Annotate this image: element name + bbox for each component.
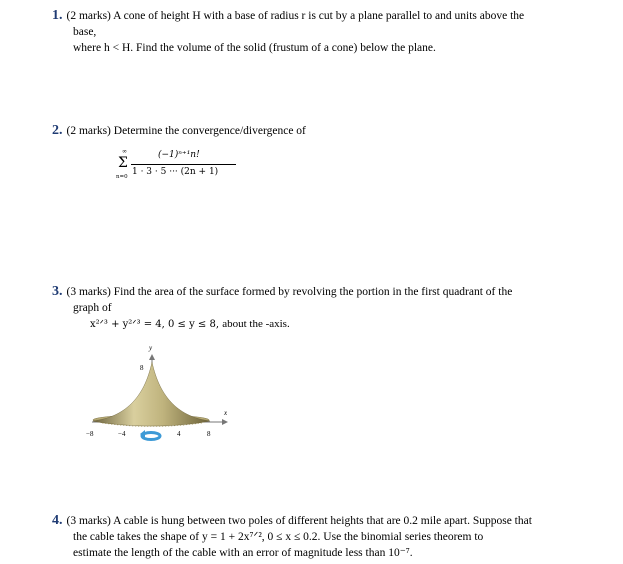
x-tick-4: 4 (177, 430, 181, 438)
astroid-equation (90, 318, 290, 330)
question-2-number: 2. (52, 123, 63, 138)
series-numerator: (−1)ⁿ⁺¹n! (158, 150, 200, 160)
rotation-arrow-icon (140, 430, 160, 440)
question-4-line-2: the cable takes the shape of y = 1 + 2x⁷ᐟ², 0 ≤ x ≤ 0.2. Use the binomial series theorem to (73, 531, 484, 543)
y-tick-8: 8 (140, 364, 144, 372)
fraction-bar (131, 164, 236, 165)
series-denominator: 1 · 3 · 5 ··· (2n + 1) (132, 167, 219, 177)
sum-upper-limit: ∞ (122, 148, 127, 155)
y-axis-arrow-icon (149, 354, 155, 360)
question-3-line-1: (3 marks) Find the area of the surface formed by revolving the portion in the first quadrant of the (66, 286, 513, 298)
question-3-number: 3. (52, 284, 63, 299)
question-2 (52, 123, 607, 139)
series-formula (118, 148, 248, 188)
astroid-equation-text: x²ᐟ³ + y²ᐟ³ = 4, 0 ≤ y ≤ 8, (90, 319, 220, 330)
question-3-line-2: graph of (73, 302, 112, 314)
y-axis-label: y (149, 344, 153, 352)
question-1-number: 1. (52, 8, 63, 23)
x-axis-label: x (224, 409, 228, 417)
surface-of-revolution-figure (84, 344, 234, 456)
question-4-line-1: (3 marks) A cable is hung between two poles of different heights that are 0.2 mile apart. Suppose that (66, 515, 532, 527)
question-1-line-2: base, (73, 26, 97, 38)
question-1-line-1: (2 marks) A cone of height H with a base of radius r is cut by a plane parallel to and units above the (66, 10, 525, 22)
question-1-line-3: where h < H. Find the volume of the solid (frustum of a cone) below the plane. (73, 42, 436, 54)
sum-lower-limit: n=0 (116, 174, 128, 180)
sigma-symbol: Σ (118, 155, 128, 171)
astroid-equation-suffix: about the -axis. (222, 318, 290, 330)
x-tick-neg-4: −4 (118, 430, 126, 438)
x-tick-neg-8: −8 (86, 430, 94, 438)
question-2-text: (2 marks) Determine the convergence/divergence of (66, 125, 306, 137)
question-4-line-3: estimate the length of the cable with an error of magnitude less than 10⁻⁷. (73, 547, 413, 559)
question-4 (52, 513, 607, 561)
question-3 (52, 284, 607, 316)
question-1 (52, 8, 607, 56)
question-4-number: 4. (52, 513, 63, 528)
x-tick-8: 8 (207, 430, 211, 438)
x-axis-arrow-icon (222, 419, 228, 425)
